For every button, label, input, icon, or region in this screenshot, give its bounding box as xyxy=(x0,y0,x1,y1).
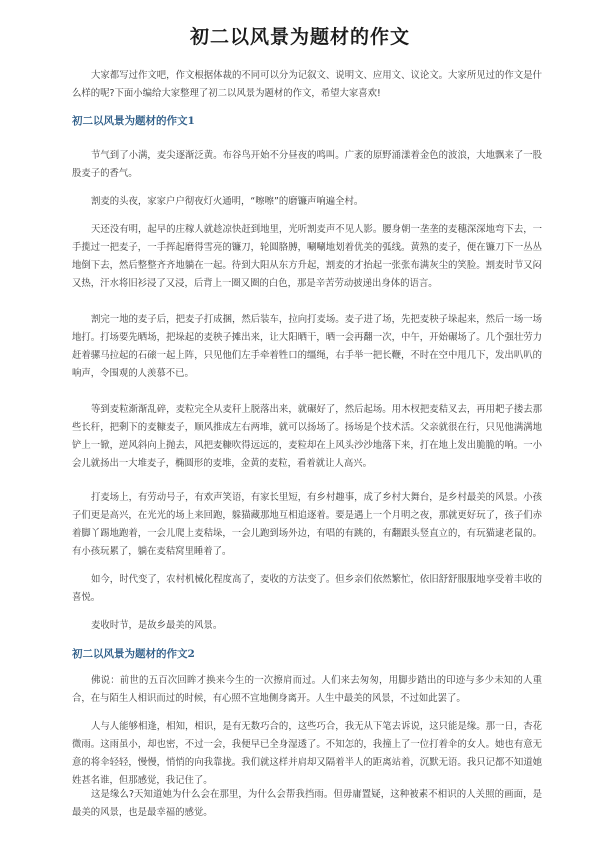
paragraph: 割麦的头夜，家家户户彻夜灯火通明，“嚓嚓”的磨镰声响遍全村。 xyxy=(91,196,364,207)
paragraph: 麦收时节，是故乡最美的风景。 xyxy=(91,620,223,631)
paragraph: 打麦场上，有劳动号子，有欢声笑语，有家长里短，有乡村趣事，成了乡村大舞台，是乡村最美的风景。小孩子们更是高兴，在光光的场上来回跑，躲猫藏那地互相追逐着。要是遇上一个月明之夜，那就更好玩了，孩子们赤着脚丫踢地跑着，一会儿爬上麦秸垛，一会儿跑到场外边，有唱的有跳的，有翻跟头竖直立的，有玩猫逮老鼠的。有小孩玩累了，躺在麦秸窝里睡着了。 xyxy=(72,492,542,557)
paragraph: 这是缘么?天知道她为什么会在那里，为什么会帮我挡雨。但毋庸置疑，这种被素不相识的人关照的画面，是最美的风景，也是最幸福的感觉。 xyxy=(72,789,542,818)
page-title: 初二以风景为题材的作文 xyxy=(189,26,410,48)
paragraph: 等到麦粒渐渐乱碎，麦粒完全从麦秆上脱落出来，就碾好了，然后起场。用木杈把麦秸叉去，再用耙子搂去那些长秆，把剩下的麦糠麦子，顺风推成左右两堆，就可以扬场了。扬场是个技术活。父亲就很在行，只见他满满地铲上一锨，逆风斜向上抛去，风把麦糠吹得远远的，麦粒却在上风头沙沙地落下来，打在地上发出脆脆的响。一小会儿就扬出一大堆麦子，椭圆形的麦堆，金黄的麦粒，看着就让人高兴。 xyxy=(72,404,542,469)
intro-paragraph: 大家都写过作文吧，作文根据体裁的不同可以分为记叙文、说明文、应用文、议论文。大家所见过的作文是什么样的呢?下面小编给大家整理了初二以风景为题材的作文，希望大家喜欢! xyxy=(72,70,542,99)
paragraph: 佛说：前世的五百次回眸才换来今生的一次擦肩而过。人们来去匆匆，用脚步踏出的印迹与多少未知的人重合，在与陌生人相识而过的时候，有心照不宣地侧身离开。人生中最美的风景，不过如此罢了。 xyxy=(72,675,542,704)
paragraph: 节气到了小满，麦尖逐渐泛黄。布谷鸟开始不分昼夜的鸣叫。广袤的原野涌漾着金色的波浪，大地飘来了一股股麦子的香气。 xyxy=(72,150,542,179)
section-heading-2: 初二以风景为题材的作文2 xyxy=(72,648,195,660)
paragraph: 天还没有明，起早的庄稼人就趁凉快赶到地里，光听割麦声不见人影。腰身朝一垄垄的麦穗深深地弯下去，一手揽过一把麦子，一手挥起磨得雪亮的镰刀，轮圆胳膊，唰唰地划着优美的弧线。黄熟的麦子，便在镰刀下一丛丛地倒下去，然后整整齐齐地躺在一起。待到大阳从东方升起，割麦的才抬起一张张布满灰尘的笑脸。割麦时节又闷又热，汗水将旧衫浸了又浸，后背上一圈又圈的白色，那是辛苦劳动披递出身体的语言。 xyxy=(72,224,542,289)
paragraph: 人与人能够相逢，相知，相识，是有无数巧合的，这些巧合，我无从下笔去诉说，这只能是缘。那一日，杏花微雨。这雨虽小，却也密，不过一会，我便早已全身湿透了。不知怎的，我撞上了一位打着伞的女人。她也有意无意的将伞轻轻，慢慢，悄悄的向我靠拢。我们就这样并肩却又隔着半人的距离站着，沉默无语。我只记都不知道她姓甚名谁，但那感觉，我记住了。 xyxy=(72,721,542,786)
section-heading-1: 初二以风景为题材的作文1 xyxy=(72,115,195,127)
paragraph: 割完一地的麦子后，把麦子打成捆，然后装车，拉向打麦场。麦子进了场，先把麦秧子垛起来，然后一场一场地打。打场要先晒场，把垛起的麦秧子摊出来，让大阳晒干，晒一会再翻一次，中午，开始碾场了。几个强壮劳力赶着骡马拉起的石磙一起上阵，只见他们左手牵着牲口的缰绳，右手举一把长鞭，不时在空中甩几下，发出叭叭的响声，令围观的人羡慕不已。 xyxy=(72,314,542,379)
paragraph: 如今，时代变了，农村机械化程度高了，麦收的方法变了。但乡亲们依然繁忙，依旧舒舒服服地享受着丰收的喜悦。 xyxy=(72,574,542,603)
